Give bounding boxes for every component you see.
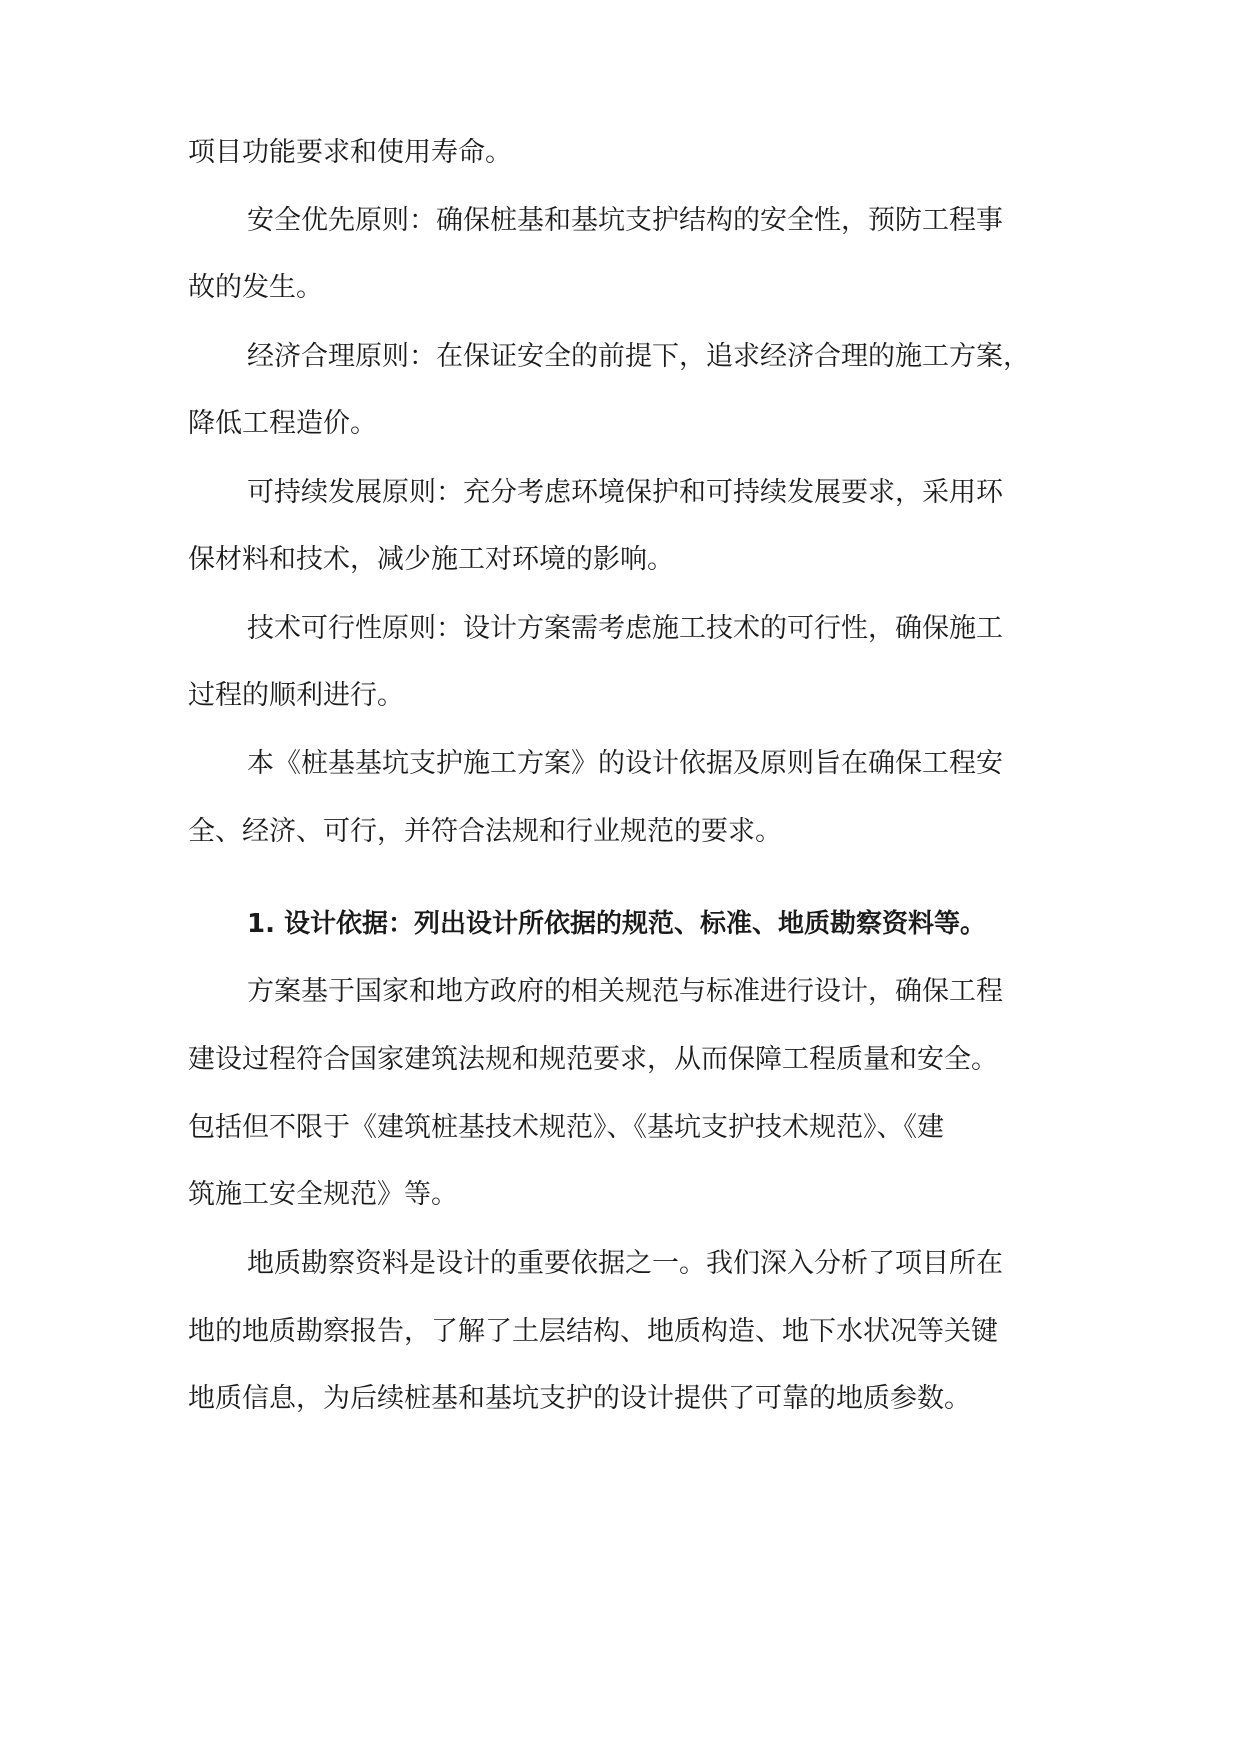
text-line: 全、经济、可行，并符合法规和行业规范的要求。 (188, 816, 782, 847)
text-line: 可持续发展原则：充分考虑环境保护和可持续发展要求，采用环 (247, 477, 1003, 508)
text-line: 地质信息，为后续桩基和基坑支护的设计提供了可靠的地质参数。 (188, 1383, 971, 1414)
text-line: 故的发生。 (188, 272, 323, 303)
text-line: 建设过程符合国家建筑法规和规范要求，从而保障工程质量和安全。 (188, 1044, 998, 1075)
text-line: 地质勘察资料是设计的重要依据之一。我们深入分析了项目所在 (247, 1248, 1003, 1279)
text-line: 本《桩基基坑支护施工方案》的设计依据及原则旨在确保工程安 (247, 748, 1003, 779)
text-line: 技术可行性原则：设计方案需考虑施工技术的可行性，确保施工 (247, 613, 1003, 644)
text-line: 方案基于国家和地方政府的相关规范与标准进行设计，确保工程 (247, 976, 1003, 1007)
text-line: 筑施工安全规范》等。 (188, 1179, 458, 1210)
text-line: 地的地质勘察报告，了解了土层结构、地质构造、地下水状况等关键 (188, 1316, 998, 1347)
text-line: 包括但不限于《建筑桩基技术规范》、《基坑支护技术规范》、《建 (188, 1112, 944, 1143)
text-line: 安全优先原则：确保桩基和基坑支护结构的安全性，预防工程事 (247, 205, 1003, 236)
text-line: 项目功能要求和使用寿命。 (188, 137, 512, 168)
text-line: 保材料和技术，减少施工对环境的影响。 (188, 544, 674, 575)
text-line: 经济合理原则：在保证安全的前提下，追求经济合理的施工方案， (247, 341, 1030, 372)
text-line: 降低工程造价。 (188, 408, 377, 439)
section-heading: 1. 设计依据：列出设计所依据的规范、标准、地质勘察资料等。 (247, 909, 987, 939)
text-line: 过程的顺利进行。 (188, 680, 404, 711)
